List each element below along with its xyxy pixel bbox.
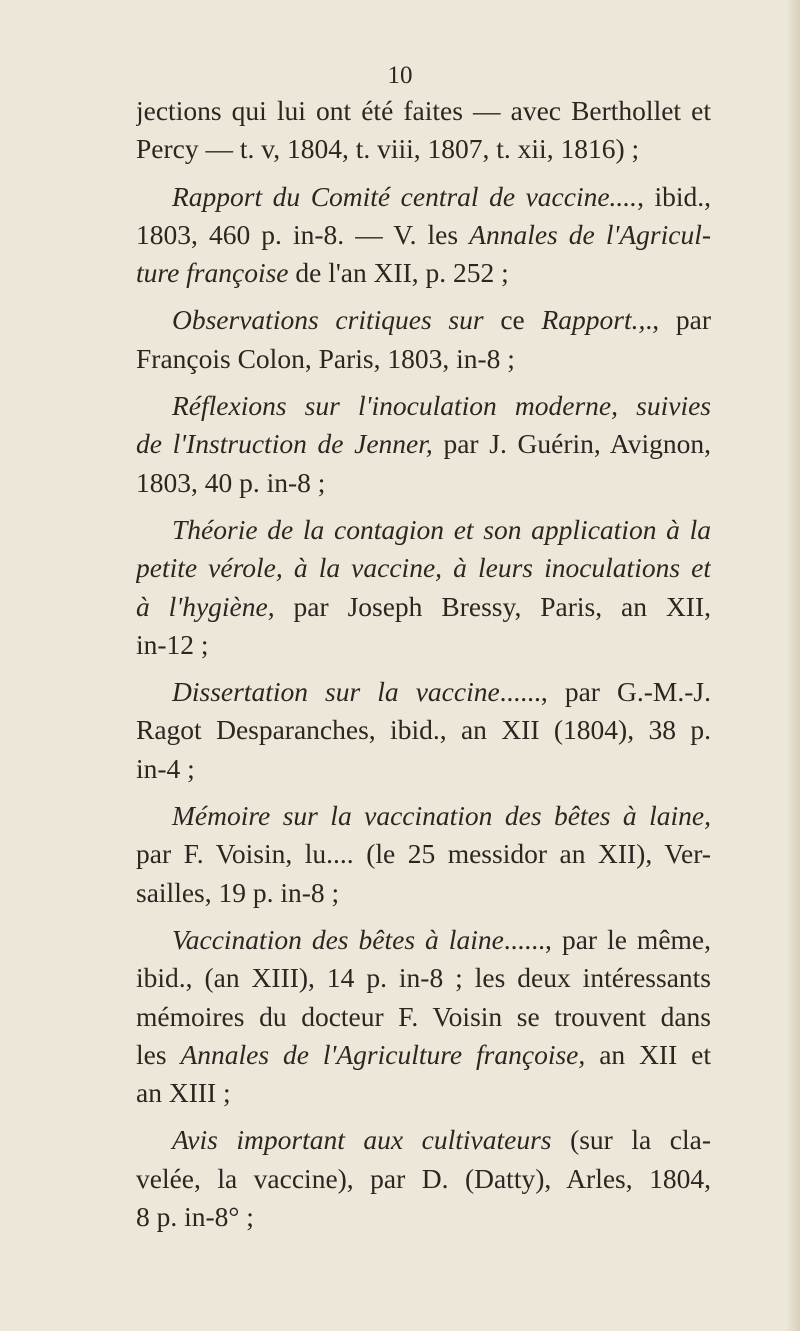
text-line [136,425,711,463]
text-span: 1803, 40 p. in-8 ; [136,466,326,498]
bibliography-entry [136,673,711,788]
text-span: de l'an XII, p. 252 ; [288,257,509,289]
text-span: velée, la vaccine), par D. (Datty), Arles, 1804, [136,1162,711,1194]
page-number: 10 [387,62,413,89]
text-span: Ragot Desparanches, ibid., an XII (1804), 38 p. [136,714,711,746]
text-line [136,301,711,339]
entry-gap [136,169,711,178]
bibliography-entry [136,92,711,169]
bibliography-entry [136,301,711,378]
bibliography-entry [136,921,711,1112]
text-span: ......, par le même, [503,923,711,955]
italic-title-text: Annales de l'Agriculture françoise, [180,1038,586,1070]
italic-title-text: Rapport du Comité central de vaccine.... [172,180,638,212]
text-line [136,921,711,959]
text-line [136,178,711,216]
text-line [136,1036,711,1074]
page-edge-shadow [786,0,800,1331]
entry-gap [136,664,711,673]
text-span: , ibid., [637,180,711,212]
bibliography-entry [136,511,711,664]
text-span: par F. Voisin, lu.... (le 25 messidor an XII), Ver- [136,838,711,870]
text-line [136,673,711,711]
text-line [136,130,711,168]
text-span: ., par [645,304,711,336]
text-line [136,835,711,873]
entry-gap [136,1112,711,1121]
text-line [136,874,711,912]
italic-title-text: Réflexions sur l'inoculation moderne, suivies [172,390,711,422]
entry-gap [136,378,711,387]
italic-title-text: Annales de l'Agricul- [469,218,711,250]
text-span: les [136,1038,181,1070]
text-line [136,711,711,749]
italic-title-text: de l'Instruction de Jenner, [136,428,433,460]
text-span: sailles, 19 p. in-8 ; [136,876,340,908]
italic-title-text: à l'hygiène, [136,590,275,622]
text-line [136,1074,711,1112]
text-line [136,1160,711,1198]
entry-gap [136,788,711,797]
italic-title-text: Rapport., [541,304,646,336]
text-span: Percy — t. v, 1804, t. viii, 1807, t. xii, 1816) ; [136,133,640,165]
italic-title-text: Vaccination des bêtes à laine [172,923,504,955]
text-line [136,549,711,587]
text-span: François Colon, Paris, 1803, in-8 ; [136,342,515,374]
text-span: 1803, 460 p. in-8. — V. les [136,218,470,250]
italic-title-text: petite vérole, à la vaccine, à leurs inoculations et [136,552,711,584]
bibliography-entry [136,1121,711,1236]
text-line [136,1198,711,1236]
entry-gap [136,292,711,301]
italic-title-text: Observations critiques sur [172,304,484,336]
text-line [136,797,711,835]
bibliography-text [136,92,711,1236]
text-span: ce [483,304,542,336]
text-line [136,588,711,626]
text-span: (sur la cla- [551,1124,711,1156]
italic-title-text: Dissertation sur la vaccine [172,676,500,708]
italic-title-text: Mémoire sur la vaccination des bêtes à laine, [172,800,711,832]
text-span: an XIII ; [136,1077,231,1109]
text-span: in-4 ; [136,752,195,784]
text-span: an XII et [585,1038,711,1070]
text-line [136,92,711,130]
bibliography-entry [136,387,711,502]
italic-title-text: Théorie de la contagion et son application à la [172,513,711,545]
text-span: ......, par G.-M.-J. [499,676,711,708]
text-line [136,216,711,254]
text-span: mémoires du docteur F. Voisin se trouvent dans [136,1000,711,1032]
text-line [136,750,711,788]
italic-title-text: ture françoise [136,257,289,289]
text-line [136,254,711,292]
italic-title-text: Avis important aux cultivateurs [172,1124,552,1156]
text-line [136,959,711,997]
text-span: par Joseph Bressy, Paris, an XII, [274,590,711,622]
text-line [136,340,711,378]
entry-gap [136,502,711,511]
text-line [136,511,711,549]
text-line [136,464,711,502]
text-span: par J. Guérin, Avignon, [432,428,711,460]
text-line [136,387,711,425]
bibliography-entry [136,178,711,293]
entry-gap [136,912,711,921]
text-span: ibid., (an XIII), 14 p. in-8 ; les deux intéressants [136,962,711,994]
text-span: 8 p. in-8° ; [136,1201,254,1233]
text-span: in-12 ; [136,628,209,660]
text-line [136,626,711,664]
bibliography-entry [136,797,711,912]
text-line [136,998,711,1036]
text-span: jections qui lui ont été faites — avec Berthollet et [136,95,711,126]
text-line [136,1121,711,1159]
